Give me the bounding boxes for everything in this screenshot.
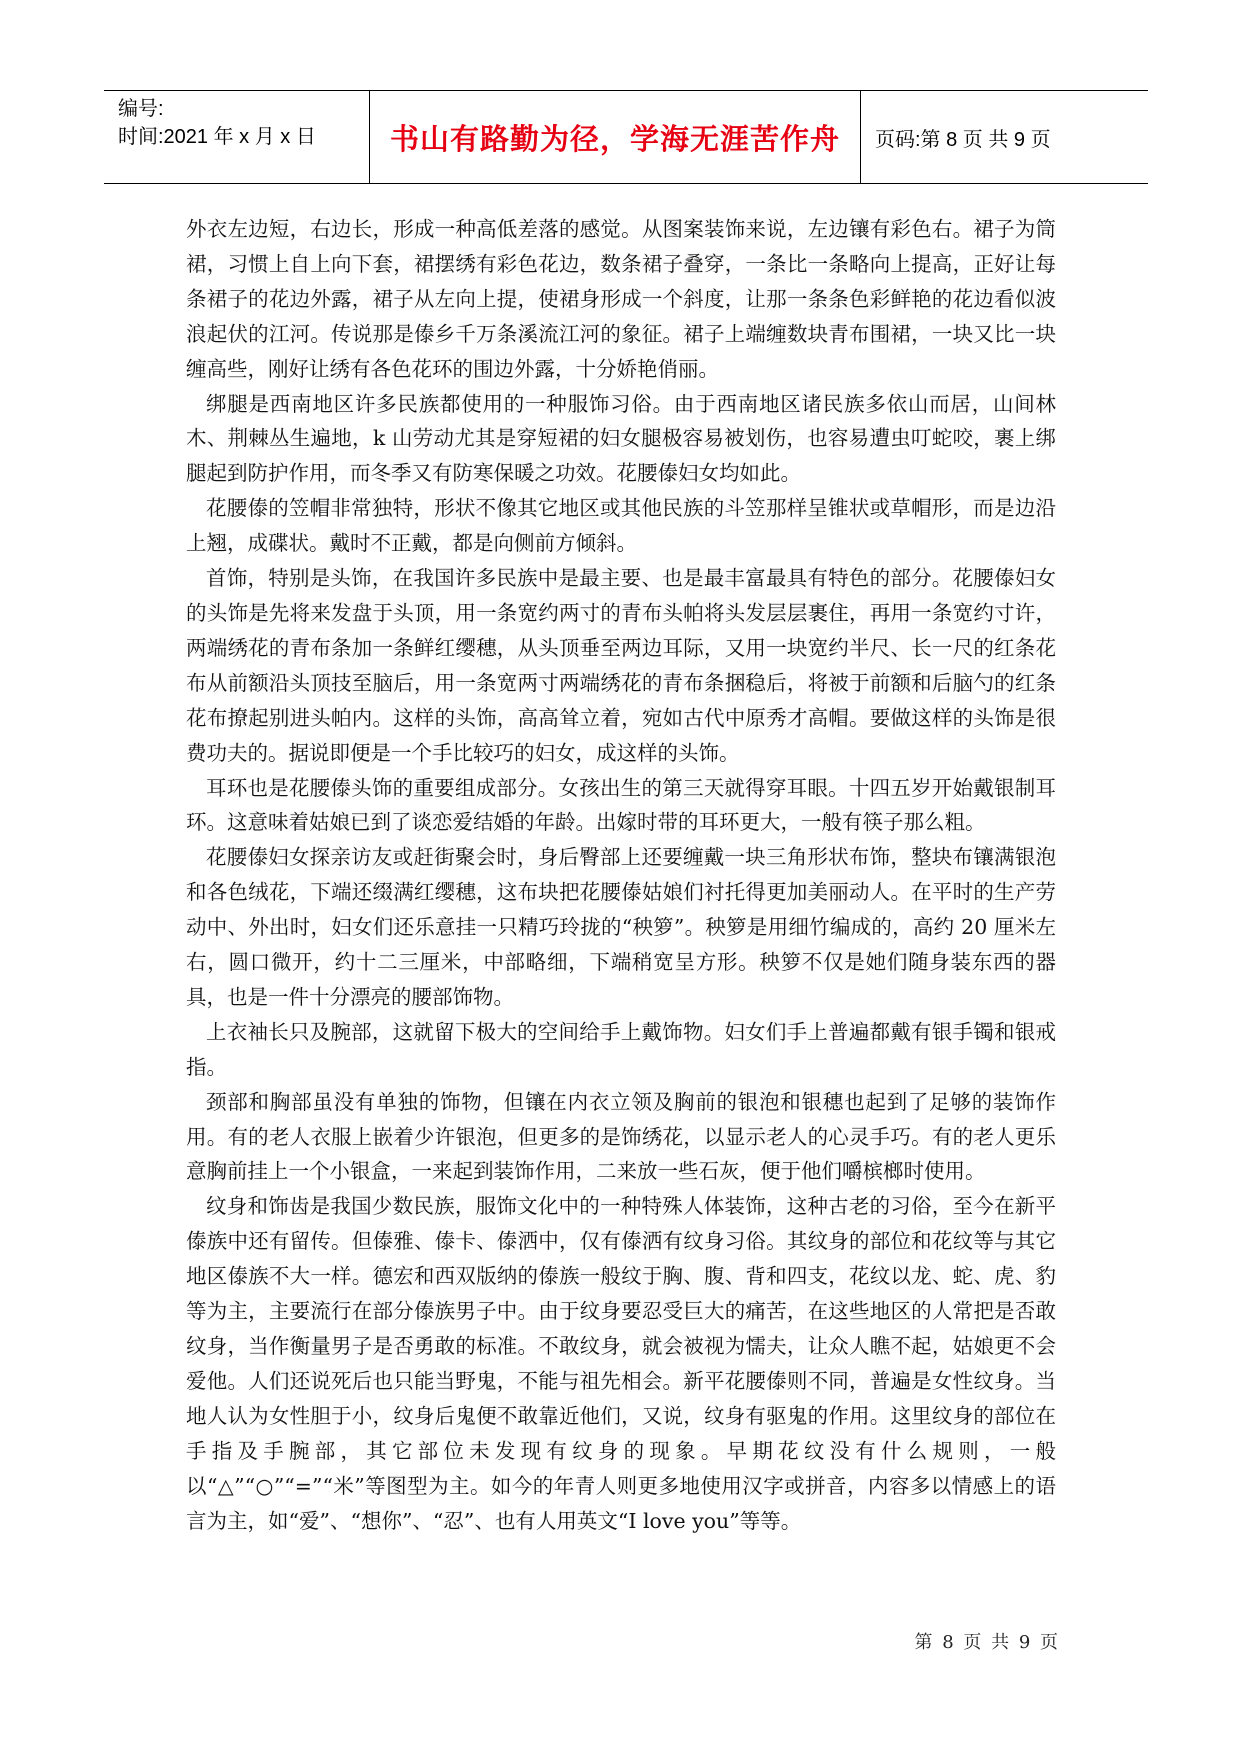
header-page-number: 页码:第 8 页 共 9 页 [875,128,1051,151]
document-time-label: 时间:2021 年 x 月 x 日 [118,126,316,148]
document-number-label: 编号: [118,98,164,120]
paragraph: 外衣左边短，右边长，形成一种高低差落的感觉。从图案装饰来说，左边镶有彩色右。裙子为筒裙，习惯上自上向下套，裙摆绣有彩色花边，数条裙子叠穿，一条比一条略向上提高，正好让每条裙子的花边外露，裙子从左向上提，使裙身形成一个斜度，让那一条条色彩鲜艳的花边看似波浪起伏的江河。传说那是傣乡千万条溪流江河的象征。裙子上端缠数块青布围裙，一块又比一块缠高些，刚好让绣有各色花环的围边外露，十分娇艳俏丽。 [186,217,1056,381]
header-motto: 书山有路勤为径，学海无涯苦作舟 [370,91,861,183]
page-footer: 第 8 页 共 9 页 [914,1632,1060,1653]
paragraph: 花腰傣妇女探亲访友或赶街聚会时，身后臀部上还要缠戴一块三角形状布饰，整块布镶满银泡和各色绒花，下端还缀满红缨穗，这布块把花腰傣姑娘们衬托得更加美丽动人。在平时的生产劳动中、外出时，妇女们还乐意挂一只精巧玲拢的“秧箩”。秧箩是用细竹编成的，高约 20 厘米左右，圆口微开，约十二三厘米，中部略细，下端稍宽呈方形。秧箩不仅是她们随身装东西的器具，也是一件十分漂亮的腰部饰物。 [186,845,1056,1009]
paragraph: 颈部和胸部虽没有单独的饰物，但镶在内衣立领及胸前的银泡和银穗也起到了足够的装饰作用。有的老人衣服上嵌着少许银泡，但更多的是饰绣花，以显示老人的心灵手巧。有的老人更乐意胸前挂上一个小银盒，一来起到装饰作用，二来放一些石灰，便于他们嚼槟榔时使用。 [186,1089,1056,1184]
header-meta [104,91,370,183]
paragraph: 首饰，特别是头饰，在我国许多民族中是最主要、也是最丰富最具有特色的部分。花腰傣妇女的头饰是先将来发盘于头顶，用一条宽约两寸的青布头帕将头发层层裹住，再用一条宽约寸许，两端绣花的青布条加一条鲜红缨穗，从头顶垂至两边耳际，又用一块宽约半尺、长一尺的红条花布从前额沿头顶技至脑后，用一条宽两寸两端绣花的青布条捆稳后，将被于前额和后脑勺的红条花布撩起别进头帕内。这样的头饰，高高耸立着，宛如古代中原秀才高帽。要做这样的头饰是很费功夫的。据说即便是一个手比较巧的妇女，成这样的头饰。 [186,566,1056,765]
body-text [186,212,1056,1538]
paragraph: 绑腿是西南地区许多民族都使用的一种服饰习俗。由于西南地区诸民族多依山而居，山间林木、荆棘丛生遍地，k 山劳动尤其是穿短裙的妇女腿极容易被划伤，也容易遭虫叮蛇咬，裹上绑腿起到防护作用，而冬季又有防寒保暖之功效。花腰傣妇女均如此。 [186,391,1056,486]
paragraph: 花腰傣的笠帽非常独特，形状不像其它地区或其他民族的斗笠那样呈锥状或草帽形，而是边沿上翘，成碟状。戴时不正戴，都是向侧前方倾斜。 [186,496,1056,556]
paragraph: 耳环也是花腰傣头饰的重要组成部分。女孩出生的第三天就得穿耳眼。十四五岁开始戴银制耳环。这意味着姑娘已到了谈恋爱结婚的年龄。出嫁时带的耳环更大，一般有筷子那么粗。 [186,775,1056,835]
paragraph: 纹身和饰齿是我国少数民族，服饰文化中的一种特殊人体装饰，这种古老的习俗，至今在新平傣族中还有留传。但傣雅、傣卡、傣洒中，仅有傣洒有纹身习俗。其纹身的部位和花纹等与其它地区傣族不大一样。德宏和西双版纳的傣族一般纹于胸、腹、背和四支，花纹以龙、蛇、虎、豹等为主，主要流行在部分傣族男子中。由于纹身要忍受巨大的痛苦，在这些地区的人常把是否敢纹身，当作衡量男子是否勇敢的标准。不敢纹身，就会被视为懦夫，让众人瞧不起，姑娘更不会爱他。人们还说死后也只能当野鬼，不能与祖先相会。新平花腰傣则不同，普遍是女性纹身。当地人认为女性胆于小，纹身后鬼便不敢靠近他们，又说，纹身有驱鬼的作用。这里纹身的部位在手指及手腕部，其它部位未发现有纹身的现象。早期花纹没有什么规则，一般以“△”“○”“=”“米”等图型为主。如今的年青人则更多地使用汉字或拼音，内容多以情感上的语言为主，如“爱”、“想你”、“忍”、也有人用英文“I love you”等等。 [186,1194,1056,1533]
paragraph: 上衣袖长只及腕部，这就留下极大的空间给手上戴饰物。妇女们手上普遍都戴有银手镯和银戒指。 [186,1019,1056,1079]
page-header [104,90,1148,184]
